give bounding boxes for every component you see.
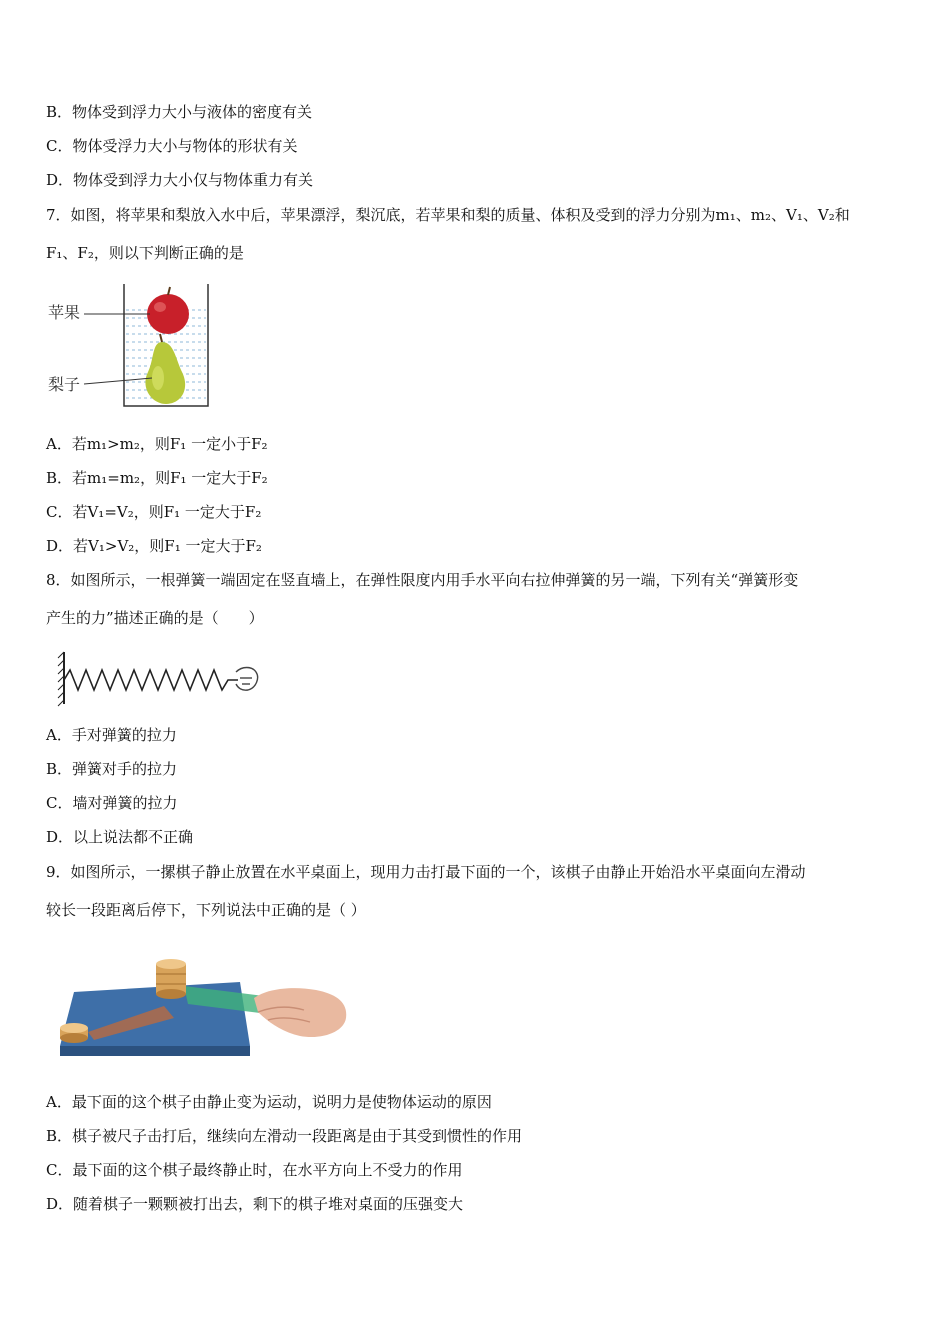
q8-option-a: A．手对弹簧的拉力 [46,726,177,744]
q7-figure-apple-pear [44,282,214,410]
q6-option-c: C．物体受浮力大小与物体的形状有关 [46,137,298,155]
q8-stem-line2: 产生的力”描述正确的是（ ） [46,609,264,627]
label-pear: 梨子 [48,375,81,394]
q9-stem-line2: 较长一段距离后停下，下列说法中正确的是（ ） [46,901,366,919]
q6-option-d: D．物体受到浮力大小仅与物体重力有关 [46,171,314,189]
q8-option-b: B．弹簧对手的拉力 [46,760,178,778]
pear-icon [145,334,185,404]
q9-option-a: A．最下面的这个棋子由静止变为运动，说明力是使物体运动的原因 [46,1093,492,1111]
chess-stack-icon [156,959,186,999]
q7-option-c: C．若V₁=V₂，则F₁ 一定大于F₂ [46,503,262,521]
q9-option-b: B．棋子被尺子击打后，继续向左滑动一段距离是由于其受到惯性的作用 [46,1127,523,1145]
q7-option-a: A．若m₁>m₂，则F₁ 一定小于F₂ [46,435,268,453]
spring-icon [64,670,238,690]
q8-figure-spring [56,648,262,708]
q7-stem-line1: 7．如图，将苹果和梨放入水中后，苹果漂浮，梨沉底，若苹果和梨的质量、体积及受到的浮力分别为m₁、m₂、V₁、V₂和 [46,206,850,224]
hand-icon [254,988,346,1037]
q9-stem-line1: 9．如图所示，一摞棋子静止放置在水平桌面上，现用力击打最下面的一个，该棋子由静止开始沿水平桌面向左滑动 [46,863,806,881]
q8-option-c: C．墙对弹簧的拉力 [46,794,178,812]
q9-option-d: D．随着棋子一颗颗被打出去，剩下的棋子堆对桌面的压强变大 [46,1195,464,1213]
q7-option-b: B．若m₁=m₂，则F₁ 一定大于F₂ [46,469,268,487]
q7-option-d: D．若V₁>V₂，则F₁ 一定大于F₂ [46,537,262,555]
q9-option-c: C．最下面的这个棋子最终静止时，在水平方向上不受力的作用 [46,1161,463,1179]
q8-option-d: D．以上说法都不正确 [46,828,194,846]
chess-piece-icon [60,1023,88,1043]
hand-icon [236,668,258,691]
q6-option-b: B．物体受到浮力大小与液体的密度有关 [46,103,313,121]
q8-stem-line1: 8．如图所示，一根弹簧一端固定在竖直墙上，在弹性限度内用手水平向右拉伸弹簧的另一端，下列有关“弹簧形变 [46,571,799,589]
label-apple: 苹果 [48,303,81,322]
q7-stem-line2: F₁、F₂，则以下判断正确的是 [46,244,244,262]
apple-icon [147,287,189,334]
q9-figure-chess-stack [54,956,354,1060]
wall-icon [58,652,64,706]
